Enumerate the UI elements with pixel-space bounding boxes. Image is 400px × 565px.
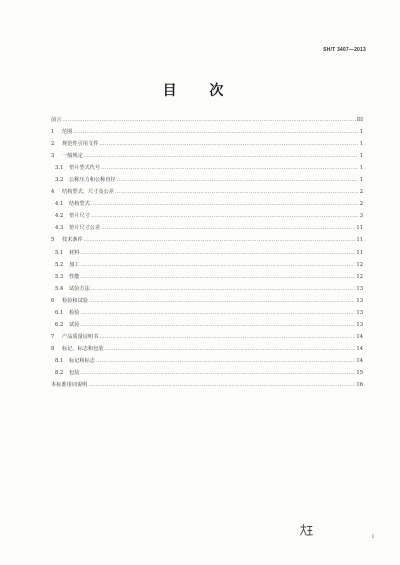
toc-entry-label: 一般规定 (62, 153, 83, 160)
toc-entry-page: 14 (356, 333, 363, 340)
toc-entry-label: 标记和标志 (69, 357, 95, 364)
toc-leader-dots (80, 271, 355, 283)
toc-leader-dots (62, 114, 355, 126)
handwritten-signature (299, 523, 313, 537)
toc-entry-page: 11 (356, 225, 363, 232)
toc-entry-label: 垫片型式代号 (69, 165, 101, 172)
toc-entry-page: 1 (359, 153, 363, 160)
toc-leader-dots (80, 247, 355, 259)
toc-entry[interactable] (51, 247, 363, 259)
toc-entry-label: 标记、标志和包装 (62, 345, 104, 352)
toc-leader-dots (99, 138, 358, 150)
toc-leader-dots (105, 343, 356, 355)
toc-entry-page: 11 (356, 249, 363, 256)
toc-leader-dots (84, 150, 358, 162)
toc-entry-label: 结构型式、尺寸及公差 (62, 189, 114, 196)
toc-entry-page: 11 (356, 237, 363, 244)
toc-entry[interactable] (51, 271, 363, 283)
toc-entry-label: 检验和试验 (62, 297, 88, 304)
toc-entry-label: 试验 (69, 321, 80, 328)
toc-entry-number: 6.1 (55, 309, 64, 316)
toc-entry-label: 垫片尺寸 (69, 213, 90, 220)
toc-entry-label: 检验 (69, 309, 80, 316)
toc-entry-page: 14 (356, 357, 363, 364)
toc-entry-label: 垫片尺寸公差 (69, 225, 101, 232)
toc-entry-number: 7 (51, 333, 55, 340)
toc-entry-number: 8 (51, 345, 55, 352)
toc-entry-number: 3 (51, 153, 55, 160)
toc-entry-label: 公称压力和公称直径 (69, 177, 116, 184)
table-of-contents (51, 114, 363, 391)
toc-entry-number: 8.1 (55, 357, 64, 364)
toc-entry[interactable] (51, 319, 363, 331)
toc-entry-number: 4.1 (55, 201, 64, 208)
toc-entry-label: 性能 (69, 273, 80, 280)
toc-entry-label: 材料 (69, 249, 80, 256)
toc-leader-dots (101, 162, 358, 174)
toc-entry[interactable] (51, 283, 363, 295)
toc-entry-page: 16 (356, 382, 363, 389)
toc-leader-dots (80, 319, 355, 331)
toc-leader-dots (89, 295, 355, 307)
toc-leader-dots (80, 259, 355, 271)
toc-entry[interactable] (51, 162, 363, 174)
toc-leader-dots (117, 174, 358, 186)
toc-entry-number: 8.2 (55, 369, 64, 376)
toc-entry[interactable] (51, 331, 363, 343)
toc-entry-page: 12 (356, 261, 363, 268)
toc-leader-dots (91, 283, 356, 295)
toc-entry-label: 范围 (62, 129, 73, 136)
toc-leader-dots (80, 307, 355, 319)
toc-entry[interactable] (51, 379, 363, 391)
toc-entry-number: 1 (51, 129, 55, 136)
toc-entry-page: 15 (356, 369, 363, 376)
toc-entry[interactable] (51, 259, 363, 271)
toc-leader-dots (115, 186, 358, 198)
toc-leader-dots (91, 210, 358, 222)
toc-entry-number: 6.2 (55, 321, 64, 328)
toc-entry-label: 规范性引用文件 (62, 141, 99, 148)
toc-entry[interactable] (51, 126, 363, 138)
toc-entry-number: 5.2 (55, 261, 64, 268)
page-number: I (372, 534, 374, 540)
toc-entry-page: 13 (356, 309, 363, 316)
toc-entry-number: 4.3 (55, 225, 64, 232)
toc-entry-page: 1 (359, 165, 363, 172)
toc-leader-dots (80, 367, 355, 379)
toc-leader-dots (91, 198, 358, 210)
toc-title: 目 次 (162, 83, 238, 99)
toc-entry-number: 5.3 (55, 273, 64, 280)
toc-entry[interactable] (51, 367, 363, 379)
toc-entry-page: 12 (356, 273, 363, 280)
toc-entry-page: 1 (359, 129, 363, 136)
document-number: SH/T 3407—2013 (323, 47, 366, 53)
toc-entry[interactable] (51, 295, 363, 307)
toc-entry-label: 结构型式 (69, 201, 90, 208)
toc-leader-dots (73, 126, 358, 138)
toc-entry-label: 产品质量证明书 (62, 333, 99, 340)
toc-leader-dots (101, 222, 355, 234)
toc-entry-number: 3.1 (55, 165, 64, 172)
toc-entry[interactable] (51, 222, 363, 234)
toc-entry-label: 试验方法 (69, 285, 90, 292)
toc-leader-dots (84, 234, 356, 246)
toc-entry[interactable] (51, 210, 363, 222)
toc-entry-number: 2 (51, 141, 55, 148)
toc-entry[interactable] (51, 186, 363, 198)
toc-entry[interactable] (51, 114, 363, 126)
toc-entry-page: 14 (356, 345, 363, 352)
toc-entry[interactable] (51, 174, 363, 186)
toc-entry-page: 13 (356, 297, 363, 304)
toc-entry-label: 本标准用词说明 (51, 382, 88, 389)
toc-entry-number: 4.2 (55, 213, 64, 220)
toc-entry-number: 5.4 (55, 285, 64, 292)
toc-entry[interactable] (51, 307, 363, 319)
toc-entry-number: 3.2 (55, 177, 64, 184)
toc-entry-label: 前言 (51, 117, 62, 123)
toc-leader-dots (96, 355, 355, 367)
toc-entry-label: 包装 (69, 369, 80, 376)
toc-entry-page: 13 (356, 321, 363, 328)
toc-leader-dots (88, 379, 355, 391)
toc-entry[interactable] (51, 150, 363, 162)
toc-entry-page: 1 (359, 177, 363, 184)
toc-entry[interactable] (51, 138, 363, 150)
toc-entry-page: 3 (359, 213, 363, 220)
toc-entry[interactable] (51, 343, 363, 355)
toc-entry-label: 技术条件 (62, 237, 83, 244)
toc-entry-page: 2 (359, 201, 363, 208)
toc-entry-number: 5.1 (55, 249, 64, 256)
toc-entry-page: III (356, 117, 363, 123)
toc-entry[interactable] (51, 198, 363, 210)
toc-entry-number: 4 (51, 189, 55, 196)
toc-entry-page: 1 (359, 141, 363, 148)
toc-entry[interactable] (51, 234, 363, 246)
toc-entry[interactable] (51, 355, 363, 367)
toc-entry-page: 2 (359, 189, 363, 196)
toc-entry-number: 5 (51, 237, 55, 244)
toc-entry-label: 加工 (69, 261, 80, 268)
toc-entry-number: 6 (51, 297, 55, 304)
toc-leader-dots (99, 331, 355, 343)
toc-entry-page: 13 (356, 285, 363, 292)
